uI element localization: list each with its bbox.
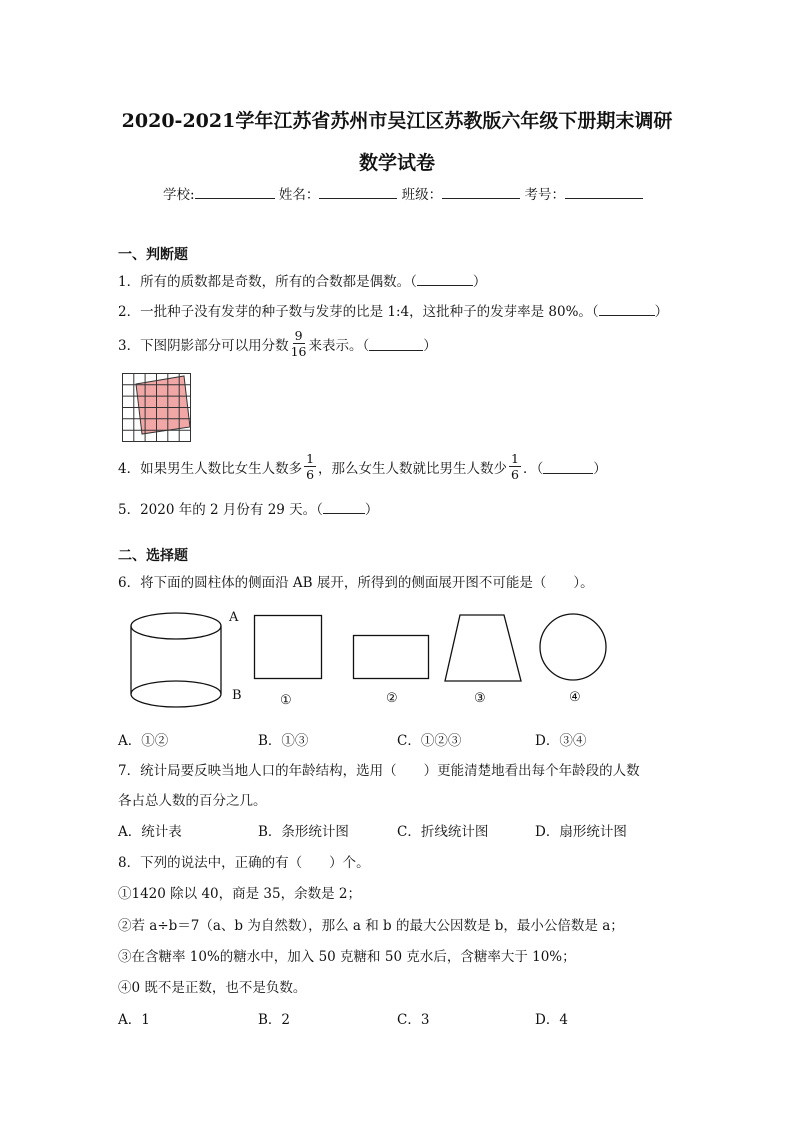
choice-q7-stem-line2: 各占总人数的百分之几。 [118, 793, 267, 809]
q7-option-d[interactable]: D．扇形统计图 [535, 824, 627, 840]
q7-option-b[interactable]: B．条形统计图 [258, 824, 349, 840]
judge-q4-text-mid: ，那么女生人数就比男生人数少 [318, 460, 508, 477]
fraction-denominator: 6 [511, 467, 519, 482]
judge-q3-text: 3．下图阴影部分可以用分数 [118, 337, 289, 354]
q6-option-d[interactable]: D．③④ [535, 733, 587, 749]
school-blank[interactable] [195, 184, 275, 199]
square-shape [254, 615, 324, 681]
q6-option-c[interactable]: C．①②③ [397, 733, 462, 749]
judge-q3-text-post: 来表示。（ [308, 337, 370, 354]
judge-q4-close: ） [593, 460, 607, 477]
shape-label-1: ① [280, 693, 292, 708]
judge-q4 [118, 451, 607, 482]
judge-q4-blank[interactable] [543, 459, 593, 474]
judge-q2-text: 2．一批种子没有发芽的种子数与发芽的比是 1:4，这批种子的发芽率是 80%。（ [118, 304, 599, 320]
judge-q5-close: ） [364, 502, 379, 518]
student-info-row [163, 183, 643, 203]
exam-no-label: 考号： [524, 187, 565, 203]
judge-q5-blank[interactable] [323, 499, 365, 514]
judge-q2 [118, 300, 668, 320]
q8-statement-1: ①1420 除以 40，商是 35，余数是 2； [118, 886, 361, 902]
exam-no-blank[interactable] [565, 184, 643, 199]
school-label: 学校: [163, 187, 195, 203]
fraction-denominator: 6 [306, 467, 315, 482]
trapezoid-shape [444, 614, 524, 684]
judge-q1-text: 1．所有的质数都是奇数，所有的合数都是偶数。（ [118, 274, 417, 290]
q8-statement-2: ②若 a÷b＝7（a、b 为自然数），那么 a 和 b 的最大公因数是 b，最小公倍数是 a； [118, 918, 624, 934]
fraction-numerator: 1 [306, 451, 315, 466]
fraction-numerator: 1 [511, 451, 519, 466]
q6-option-b[interactable]: B．①③ [258, 733, 309, 749]
fraction-numerator: 9 [294, 328, 303, 343]
fraction-1-6-b [509, 451, 521, 482]
class-blank[interactable] [442, 184, 520, 199]
choice-q7-stem-line1: 7．统计局要反映当地人口的年龄结构，选用（ ）更能清楚地看出每个年龄段的人数 [118, 763, 640, 779]
q8-option-a[interactable]: A．1 [118, 1012, 150, 1028]
shape-label-3: ③ [474, 691, 486, 706]
shaded-square-grid-figure [122, 373, 192, 443]
class-label: 班级： [401, 187, 443, 203]
q7-option-a[interactable]: A．统计表 [118, 824, 182, 840]
judge-q2-close: ） [654, 304, 669, 320]
shape-label-4: ④ [569, 690, 581, 705]
paper-title-line1: 2020-2021学年江苏省苏州市吴江区苏教版六年级下册期末调研 [121, 110, 673, 132]
choice-q6-stem: 6．将下面的圆柱体的侧面沿 AB 展开，所得到的侧面展开图不可能是（ ）。 [118, 575, 594, 591]
name-label: 姓名： [278, 187, 320, 203]
section-choice-heading: 二、选择题 [118, 548, 188, 564]
fraction-9-16 [291, 328, 307, 359]
judge-q4-text: 4．如果男生人数比女生人数多 [118, 460, 303, 477]
fraction-denominator: 16 [290, 344, 307, 359]
q8-statement-3: ③在含糖率 10%的糖水中，加入 50 克糖和 50 克水后，含糖率大于 10%； [118, 949, 576, 965]
q8-statement-4: ④0 既不是正数，也不是负数。 [118, 980, 307, 996]
cylinder-label-b: B [232, 688, 242, 703]
choice-q8-stem: 8．下列的说法中，正确的有（ ）个。 [118, 855, 370, 871]
q7-option-c[interactable]: C．折线统计图 [397, 824, 489, 840]
shape-label-2: ② [386, 691, 398, 706]
judge-q3-close: ） [423, 337, 437, 354]
name-blank[interactable] [319, 184, 397, 199]
q8-option-d[interactable]: D．4 [535, 1012, 568, 1028]
q8-option-c[interactable]: C．3 [397, 1012, 430, 1028]
judge-q1-blank[interactable] [417, 271, 473, 286]
judge-q3-blank[interactable] [369, 336, 423, 351]
rectangle-shape [353, 635, 431, 681]
q6-option-a[interactable]: A．①② [118, 733, 169, 749]
judge-q1-close: ） [472, 274, 487, 290]
judge-q1 [118, 270, 486, 290]
judge-q5 [118, 498, 378, 518]
judge-q5-text: 5．2020 年的 2 月份有 29 天。（ [118, 502, 323, 518]
judge-q2-blank[interactable] [599, 301, 655, 316]
circle-shape [539, 613, 609, 683]
cylinder-label-a: A [229, 610, 239, 625]
q8-option-b[interactable]: B．2 [258, 1012, 291, 1028]
judge-q4-text-post: ．（ [523, 460, 544, 477]
section-judge-heading: 一、判断题 [118, 247, 188, 263]
paper-title-line2: 数学试卷 [358, 152, 435, 174]
fraction-1-6-a [304, 451, 316, 482]
judge-q3 [118, 328, 437, 359]
